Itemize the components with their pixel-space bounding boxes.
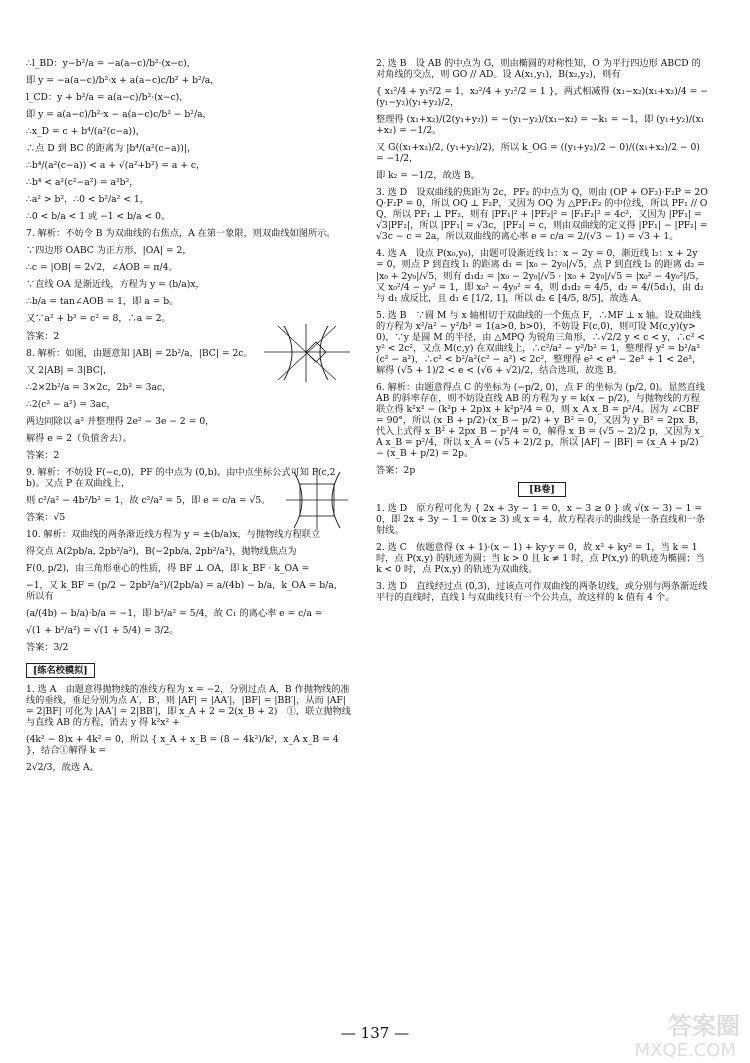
left-line: ∴x_D = c + b⁴/(a²(c−a))， [26,126,145,138]
left-line: ∵直线 OA 是渐近线，方程为 y = (b/a)x， [26,279,205,291]
right-b-line: 1. 选 D 原方程可化为 { 2x + 3y − 1 = 0，x − 3 ≥ 0 } 或 √(x − 3) − 1 = 0，即 2x + 3y − 1 = 0(x ≥ 3) 或 x = 4，故方程表示的曲线是一条直线和一条射线。 [376,503,706,537]
right-b-line: 2. 选 C 依题意得 (x + 1)·(x − 1) + ky·y = 0，故 x² + ky² = 1，当 k = 1 时，点 P(x,y) 的轨迹为圆；当 k > 0 且 k ≠ 1 时，点 P(x,y) 的轨迹为椭圆；当 k < 0 时，点 P(x,y) 的轨迹为双曲线。 [376,542,708,576]
left-line: ∴0 < b/a < 1 或 −1 < b/a < 0。 [26,211,171,223]
right-b-solutions [376,503,708,603]
right-line: 2. 选 B 设 AB 的中点为 G，则由椭圆的对称性知，O 为平行四边形 ABCD 的对角线的交点，则 GO // AD。设 A(x₁,y₁)，B(x₂,y₂)，则有 [376,58,701,81]
section-heading-b: [B卷] [376,482,708,497]
left-line: ∴l_BD：y−b²/a = −a(a−c)/b²·(x−c)， [26,58,196,69]
left-line: 10. 解析：双曲线的两条渐近线方程为 y = ±(b/a)x，与抛物线方程联立 [26,528,321,540]
left-mock-line: (4k² − 8)x + 4k² = 0，所以 { x_A + x_B = (8 − 4k²)/k²，x_A x_B = 4 }，结合①解得 k = [26,734,342,757]
left-line: ∴2×2b²/a = 3×2c，2b² = 3ac， [26,381,172,393]
section-heading-mock: [练名校模拟] [26,663,95,678]
left-line: 8. 解析：如图，由题意知 |AB| = 2b²/a，|BC| = 2c。 [26,347,253,359]
left-line: 7. 解析：不妨令 B 为双曲线的右焦点，A 在第一象限，则双曲线如图所示。 [26,228,336,240]
left-line: ∴b⁴ < a²(c²−a²) = a²b²， [26,177,139,189]
left-line: 则 c²/a² − 4b²/b² = 1，故 c²/a² = 5，即 e = c/a = √5。 [26,494,271,506]
right-line: 又 G((x₁+x₂)/2, (y₁+y₂)/2)，所以 k_OG = ((y₁+y₂)/2 − 0)/((x₁+x₂)/2 − 0) = −1/2， [376,142,703,165]
right-line: 即 k₂ = −1/2，故选 B。 [376,170,480,182]
left-line: −1，又 k_BF = (p/2 − 2pb²/a²)/(2pb/a) = a/(4b) − b/a，k_OA = b/a，所以有 [26,579,343,602]
left-line: ∴2(c² − a²) = 3ac， [26,398,116,410]
left-line: ∴a² > b²，∴0 < b²/a² < 1， [26,194,149,206]
right-b-line: 3. 选 D 直线经过点 (0,3)，过该点可作双曲线的两条切线，或分别与两条渐近线平行的直线时，直线 l 与双曲线只有一个公共点，故这样的 k 值有 4 个。 [376,581,708,604]
left-line: √(1 + b²/a²) = √(1 + 5/4) = 3/2。 [26,625,179,637]
watermark-logo: 答案圈 [668,1012,740,1040]
left-mock-line: 1. 选 A 由题意得抛物线的准线方程为 x = −2，分别过点 A，B 作抛物线的准线的垂线，垂足分别为点 A′，B′，则 |AF| = |AA′|，|BF| = |BB′|，从而 |AF| = 2|BF| 可化为 |AA′| = 2|BB′|，即 x_A + 2 = 2(x_B + 2) ①，联立抛物线与直线 AB 的方程，消去 y 得 k²x² + [26,684,351,729]
left-line: 答案：2 [26,449,60,461]
left-line: ∴c = |OB| = 2√2，∠AOB = π/4。 [26,262,178,274]
right-column [376,58,711,609]
page-number: — 137 — [340,1024,410,1042]
left-line: ∴b/a = tan∠AOB = 1，即 a = b。 [26,296,179,308]
right-line: 6. 解析：由题意得点 C 的坐标为 (−p/2, 0)，点 F 的坐标为 (p/2, 0)。显然直线 AB 的斜率存在，则不妨设直线 AB 的方程为 y = k(x − p/2)，与抛物线的方程联立得 k²x² − (k²p + 2p)x + k²p²/4 = 0，则 x_A x_B = p²/4。因为 ∠CBF = 90°，所以 (x_B + p/2)·(x_B − p/2) + y_B² = 0，又因为 y_B² = 2px_B，代入上式得 x_B² + 2px_B − p²/4 = 0，解得 x_B = (√5 − 2)/2 p，又因为 x_A x_B = p²/4，所以 x_A = (√5 + 2)/2 p，所以 |AF| − |BF| = (x_A + p/2) − (x_B + p/2) = 2p。 [376,381,708,459]
left-line: l_CD：y + b²/a = a(a−c)/b²·(x−c)， [26,92,189,104]
left-line: 即 y = a(a−c)/b²·x − a(a−c)c/b² − b²/a， [26,109,212,121]
left-line: 又∵a² + b² = c² = 8，∴a = 2。 [26,313,171,325]
hyperbola-figure-8 [284,466,350,532]
left-line: 得交点 A(2pb/a, 2pb²/a²)，B(−2pb/a, 2pb²/a²)，抛物线焦点为 [26,545,297,557]
hyperbola-figure-7 [262,322,352,384]
left-line: 又 2|AB| = 3|BC|， [26,364,113,376]
left-line: ∴b⁴/(a²(c−a)) < a + √(a²+b²) = a + c， [26,160,206,172]
watermark-url: MXQE.COM [634,1040,736,1061]
left-line: 答案：2 [26,330,60,342]
left-mock-solutions [26,684,352,773]
left-line: 解得 e = 2（负值舍去）。 [26,432,132,444]
right-line: 整理得 (x₁+x₂)/(2(y₁+y₂)) = −(y₁−y₂)/(x₁−x₂) = −k₁ = −1，即 (y₁+y₂)/(x₁+x₂) = −1/2。 [376,114,705,137]
left-line: 答案：3/2 [26,642,69,654]
right-line: 4. 选 A 设点 P(x₀,y₀)，由题可设渐近线 l₁：x − 2y = 0，渐近线 l₂：x + 2y = 0，则点 P 到直线 l₁ 的距离 d₁ = |x₀ − 2y₀|/√5，点 P 到直线 l₂ 的距离 d₂ = |x₀ + 2y₀|/√5，则有 d₁d₂ = |x₀ − 2y₀|/√5 · |x₀ + 2y₀|/√5 = |x₀² − 4y₀²|/5，又 x₀²/4 − y₀² = 1，即 x₀² − 4y₀² = 4，则 d₁d₂ = 4/5，d₂ = 4/(5d₁)，由 d₂ 与 d₁ 成反比，且 d₁ ∈ [1/2, 1]，所以 d₂ ∈ [4/5, 8/5]，故选 A。 [376,248,708,304]
right-line: 答案：2p [376,465,416,476]
left-mock-line: 2√2/3，故选 A。 [26,762,99,774]
left-line: (a/(4b) − b/a)·b/a = −1，即 b²/a² = 5/4，故 C₁ 的离心率 e = c/a = [26,608,323,620]
left-line: 答案：√5 [26,511,66,523]
right-line: 3. 选 D 设双曲线的焦距为 2c，PF₂ 的中点为 Q，则由 (OP + OF₂)·F₂P = 2OQ·F₂P = 0，所以 OQ ⊥ F₂P，又因为 OQ 为 △PF₁F₂ 的中位线，所以 PF₁ // OQ，所以 PF₁ ⊥ PF₂，则有 |PF₁|² + |PF₂|² = |F₁F₂|² = 4c²，又因为 |PF₁| = √3|PF₂|，所以 |PF₁| = √3c，|PF₂| = c，则由双曲线的定义得 |PF₁| − |PF₂| = √3c − c = 2a，所以双曲线的离心率 e = c/a = 2/(√3 − 1) = √3 + 1。 [376,187,711,243]
left-line: F(0, p/2)，由三角形垂心的性质，得 BF ⊥ OA，即 k_BF · k_OA = [26,562,310,574]
left-line: 两边同除以 a² 并整理得 2e² − 3e − 2 = 0， [26,415,215,427]
right-solutions [376,58,711,476]
left-line: 9. 解析：不妨设 F(−c,0)，PF 的中点为 (0,b)。由中点坐标公式可知 P(c,2b)。又点 P 在双曲线上， [26,466,336,489]
left-line: 即 y = −a(a−c)/b²·x + a(a−c)c/b² + b²/a， [26,75,220,87]
left-line: ∵四边形 OABC 为正方形，|OA| = 2， [26,245,192,257]
left-line: ∴点 D 到 BC 的距离为 |b⁴/(a²(c−a))|， [26,143,197,155]
left-column [26,58,352,779]
right-line: 5. 选 B ∵圆 M 与 x 轴相切于双曲线的一个焦点 F，∴MF ⊥ x 轴。设双曲线的方程为 x²/a² − y²/b² = 1(a>0, b>0)，不妨设 F(c,0)，则可设 M(c,y)(y>0)，∵y 是圆 M 的半径，由 △MPQ 为锐角三角形，∴√2/2 y < c < y，∴c² < y² < 2c²，又点 M(c,y) 在双曲线上，∴c²/a² − y²/b² = 1，整理得 y² = b²/a²(c² − a²)，∴c² < b²/a²(c² − a²) < 2c²，整理得 e² < e⁴ − 2e² + 1 < 2e²，解得 (√5 + 1)/2 < e < (√6 + √2)/2，结合选项，故选 B。 [376,309,708,376]
right-line: { x₁²/4 + y₁²/2 = 1，x₂²/4 + y₂²/2 = 1 }，两式相减得 (x₁−x₂)(x₁+x₂)/4 = −(y₁−y₂)(y₁+y₂)/2， [376,86,708,109]
